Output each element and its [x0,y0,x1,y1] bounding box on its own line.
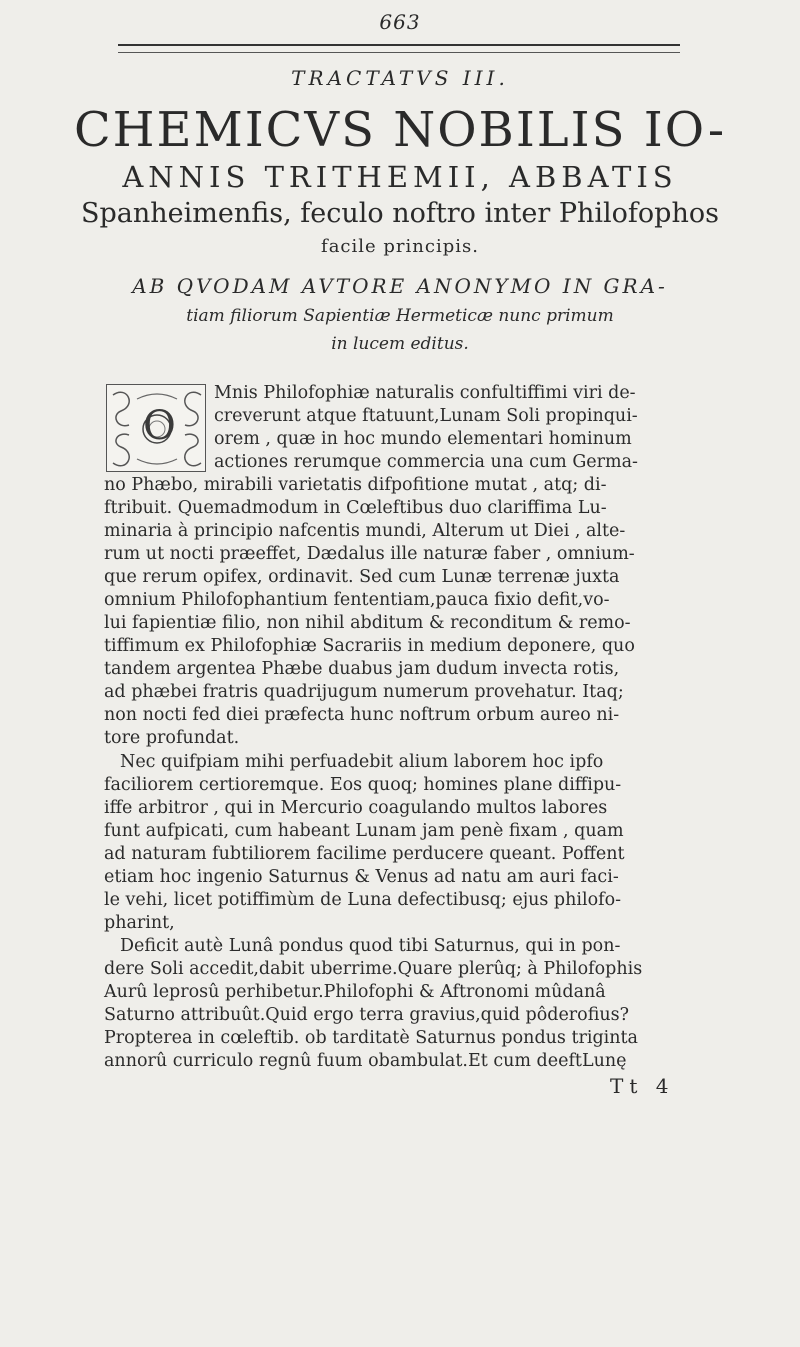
body-line: Nec quifpiam mihi perfuadebit alium laborem hoc ipfo [120,752,604,772]
body-line: pharint, [104,913,175,933]
body-line: actiones rerumque commercia una cum Germa- [214,452,638,472]
body-line: annorû curriculo regnû fuum obambulat.Et cum deeftLunę [104,1051,627,1071]
catchword: Tt 4 [610,1074,675,1098]
body-line: creverunt atque ftatuunt,Lunam Soli propinqui- [214,406,638,426]
title-line-4: facile principis. [321,236,479,257]
body-line: ad naturam fubtiliorem facilime perducere queant. Poffent [104,844,625,864]
body-line: tore profundat. [104,728,240,748]
body-line: rum ut nocti præeffet, Dædalus ille naturæ faber , omnium- [104,544,635,564]
header-rule [118,44,680,53]
title-line-2: ANNIS TRITHEMII, ABBATIS [122,160,678,194]
body-line: faciliorem certioremque. Eos quoq; homines plane diffipu- [104,775,622,795]
running-head: TRACTATVS III. [291,66,509,90]
ornamental-initial [106,384,206,472]
title-line-3: Spanheimenfis, feculo noftro inter Philofophos [81,198,719,229]
body-line: ftribuit. Quemadmodum in Cœleftibus duo clariffima Lu- [104,498,607,518]
body-line: le vehi, licet potiffimùm de Luna defectibusq; ejus philofo- [104,890,622,910]
body-line: orem , quæ in hoc mundo elementari hominum [214,429,632,449]
body-line: Saturno attribuût.Quid ergo terra gravius,quid pôderofius? [104,1005,630,1025]
body-line: etiam hoc ingenio Saturnus & Venus ad natu am auri faci- [104,867,619,887]
body-line: omnium Philofophantium fententiam,pauca fixio defit,vo- [104,590,610,610]
body-line: minaria à principio nafcentis mundi, Alterum ut Diei , alte- [104,521,626,541]
body-line: Aurû leprosû perhibetur.Philofophi & Aftronomi mûdanâ [104,982,606,1002]
body-line: Propterea in cœleftib. ob tarditatè Saturnus pondus triginta [104,1028,638,1048]
title-line-1: CHEMICVS NOBILIS IO- [73,102,727,158]
body-line: lui fapientiæ filio, non nihil abditum & reconditum & remo- [104,613,631,633]
body-line: ad phæbei fratris quadrijugum numerum provehatur. Itaq; [104,682,624,702]
initial-letter: O [143,403,176,449]
body-line: iffe arbitror , qui in Mercurio coagulando multos labores [104,798,608,818]
page-number: 663 [379,10,421,34]
body-line: tiffimum ex Philofophiæ Sacrariis in medium deponere, quo [104,636,635,656]
subtitle-line-1: AB QVODAM AVTORE ANONYMO IN GRA- [132,274,668,298]
body-line: tandem argentea Phæbe duabus jam dudum invecta rotis, [104,659,620,679]
body-line: Deficit autè Lunâ pondus quod tibi Saturnus, qui in pon- [120,936,621,956]
body-line: Mnis Philofophiæ naturalis confultiffimi viri de- [214,383,636,403]
subtitle-line-2: tiam filiorum Sapientiæ Hermeticæ nunc primum [186,306,614,326]
body-line: non nocti fed diei præfecta hunc noftrum orbum aureo ni- [104,705,620,725]
subtitle-line-3: in lucem editus. [331,334,469,354]
body-line: dere Soli accedit,dabit uberrime.Quare plerûq; à Philofophis [104,959,643,979]
body-line: que rerum opifex, ordinavit. Sed cum Lunæ terrenæ juxta [104,567,620,587]
body-line: funt aufpicati, cum habeant Lunam jam penè fixam , quam [104,821,624,841]
body-line: no Phæbo, mirabili varietatis difpofitione mutat , atq; di- [104,475,607,495]
